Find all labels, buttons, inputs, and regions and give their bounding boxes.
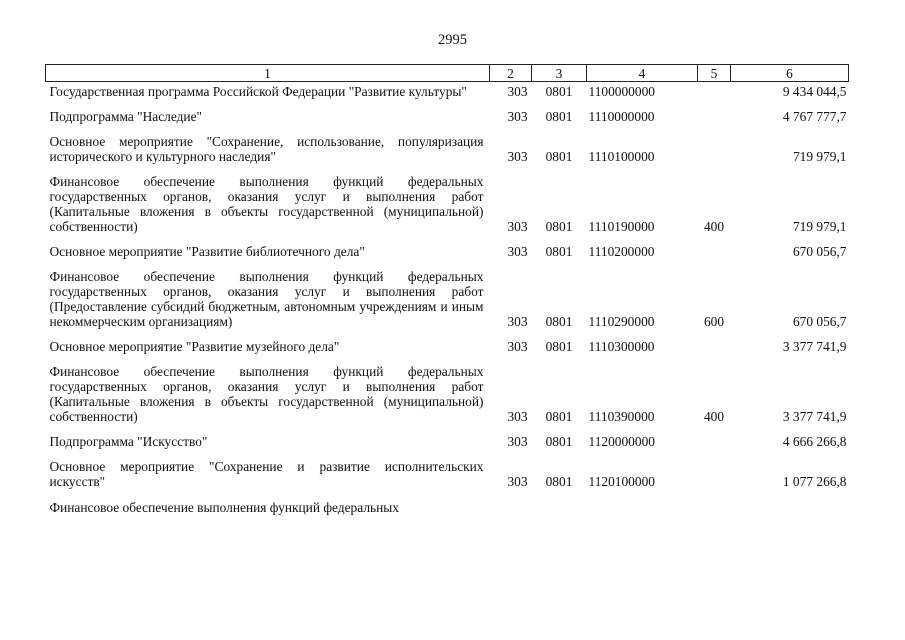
- row-name: Основное мероприятие "Сохранение, использование, популяризация исторического и культурного наследия": [49, 134, 484, 164]
- row-vr: [698, 454, 731, 494]
- row-chapter: 303: [507, 149, 528, 164]
- row-amount: 670 056,7: [792, 244, 847, 259]
- row-name: Подпрограмма "Искусство": [49, 434, 208, 449]
- row-amount: 1 077 266,8: [782, 474, 847, 489]
- row-csr: 1110000000: [588, 109, 655, 124]
- row-name: Финансовое обеспечение выполнения функций федеральных государственных органов, оказания услуг и выполнения работ (Капитальные вложения в объекты государственной (муниципальной) собственности): [49, 364, 484, 424]
- row-chapter: 303: [507, 339, 528, 354]
- row-csr: 1110200000: [588, 244, 655, 259]
- row-name-continued: Финансовое обеспечение выполнения функций федеральных: [49, 500, 399, 515]
- row-section: 0801: [545, 409, 573, 424]
- row-name: Финансовое обеспечение выполнения функций федеральных государственных органов, оказания услуг и выполнения работ (Предоставление субсидий бюджетным, автономным учреждениям и иным некоммерческим организациям): [49, 269, 484, 329]
- row-csr: 1110290000: [588, 314, 655, 329]
- table-row: [46, 82, 849, 105]
- row-section: 0801: [545, 84, 573, 99]
- budget-table: [45, 64, 849, 515]
- row-vr: [698, 429, 731, 454]
- row-vr: 400: [703, 219, 725, 234]
- header-cell-section: 3: [532, 65, 587, 82]
- row-chapter: 303: [507, 219, 528, 234]
- table-row: [46, 129, 849, 169]
- row-name: Основное мероприятие "Сохранение и развитие исполнительских искусств": [49, 459, 484, 489]
- table-row: [46, 104, 849, 129]
- table-row: [46, 454, 849, 494]
- row-csr: 1120100000: [588, 474, 655, 489]
- header-cell-csr: 4: [587, 65, 698, 82]
- row-vr: 600: [703, 314, 725, 329]
- row-section: 0801: [545, 149, 573, 164]
- header-cell-name: 1: [46, 65, 490, 82]
- row-amount: 670 056,7: [792, 314, 847, 329]
- row-section: 0801: [545, 474, 573, 489]
- header-cell-chapter: 2: [490, 65, 532, 82]
- row-csr: 1100000000: [588, 84, 655, 99]
- row-csr: 1120000000: [588, 434, 655, 449]
- row-vr: [698, 104, 731, 129]
- row-section: 0801: [545, 434, 573, 449]
- header-cell-amount: 6: [731, 65, 849, 82]
- row-section: 0801: [545, 314, 573, 329]
- row-vr: [698, 82, 731, 105]
- row-chapter: 303: [507, 109, 528, 124]
- row-csr: 1110390000: [588, 409, 655, 424]
- table-row: [46, 359, 849, 429]
- row-amount: 9 434 044,5: [782, 84, 847, 99]
- table-row-continued: [46, 494, 849, 515]
- row-amount: 3 377 741,9: [782, 409, 847, 424]
- table-row: [46, 169, 849, 239]
- row-section: 0801: [545, 339, 573, 354]
- table-row: [46, 239, 849, 264]
- row-section: 0801: [545, 219, 573, 234]
- row-amount: 3 377 741,9: [782, 339, 847, 354]
- row-section: 0801: [545, 109, 573, 124]
- table-row: [46, 334, 849, 359]
- row-name: Финансовое обеспечение выполнения функций федеральных государственных органов, оказания услуг и выполнения работ (Капитальные вложения в объекты государственной (муниципальной) собственности): [49, 174, 484, 234]
- row-amount: 4 666 266,8: [782, 434, 847, 449]
- row-chapter: 303: [507, 409, 528, 424]
- row-amount: 4 767 777,7: [782, 109, 847, 124]
- row-name: Основное мероприятие "Развитие музейного дела": [49, 339, 340, 354]
- row-vr: [698, 239, 731, 264]
- row-csr: 1110100000: [588, 149, 655, 164]
- row-csr: 1110190000: [588, 219, 655, 234]
- row-vr: [698, 129, 731, 169]
- row-vr: 400: [703, 409, 725, 424]
- row-csr: 1110300000: [588, 339, 655, 354]
- row-name: Подпрограмма "Наследие": [49, 109, 202, 124]
- row-amount: 719 979,1: [792, 149, 847, 164]
- page-number: 2995: [438, 32, 467, 48]
- row-chapter: 303: [507, 244, 528, 259]
- row-chapter: 303: [507, 474, 528, 489]
- row-section: 0801: [545, 244, 573, 259]
- header-cell-vr: 5: [698, 65, 731, 82]
- row-chapter: 303: [507, 314, 528, 329]
- row-amount: 719 979,1: [792, 219, 847, 234]
- row-name: Государственная программа Российской Федерации "Развитие культуры": [49, 84, 467, 99]
- row-vr: [698, 334, 731, 359]
- row-chapter: 303: [507, 84, 528, 99]
- table-row: [46, 264, 849, 334]
- header-row: [46, 65, 849, 82]
- table-row: [46, 429, 849, 454]
- row-chapter: 303: [507, 434, 528, 449]
- row-name: Основное мероприятие "Развитие библиотечного дела": [49, 244, 365, 259]
